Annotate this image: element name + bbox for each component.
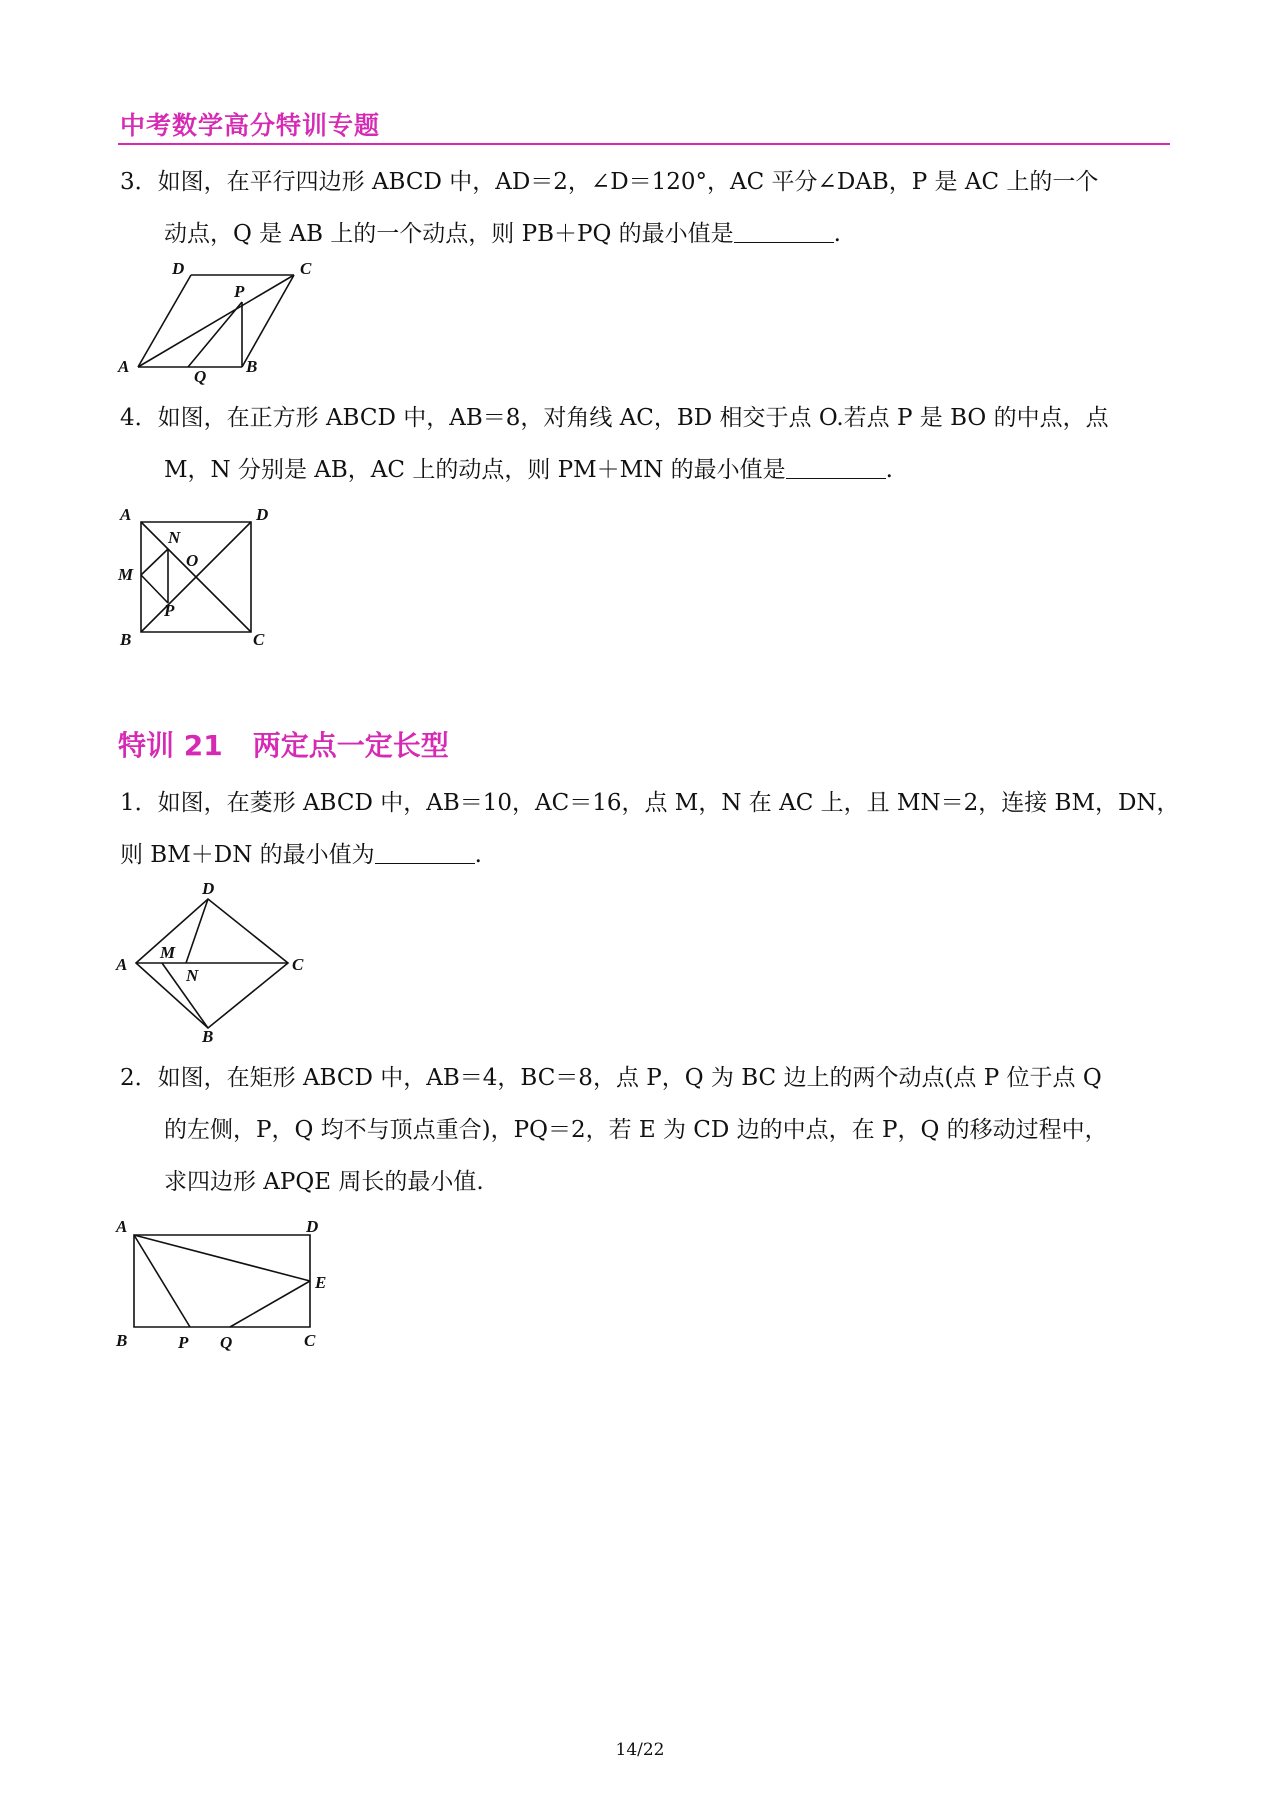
answer-blank	[786, 456, 886, 479]
label-O: O	[186, 551, 199, 570]
label-C: C	[292, 955, 304, 974]
problem-4-line-2: M，N 分别是 AB，AC 上的动点，则 PM＋MN 的最小值是 .	[164, 457, 893, 483]
page-header-title: 中考数学高分特训专题	[120, 111, 381, 140]
label-M: M	[118, 565, 134, 584]
label-N: N	[186, 966, 199, 985]
label-C: C	[253, 630, 265, 649]
page-number: 14/22	[615, 1740, 665, 1760]
section-problem-1-line-2: 则 BM＋DN 的最小值为 .	[120, 842, 482, 868]
label-M: M	[160, 943, 176, 962]
label-B: B	[120, 630, 132, 649]
problem-3	[120, 156, 1180, 260]
label-D: D	[306, 1217, 319, 1236]
problem-4	[120, 392, 1180, 496]
problem-4-line-1: 4．如图，在正方形 ABCD 中，AB＝8，对角线 AC，BD 相交于点 O.若点 P 是 BO 的中点，点	[120, 405, 1109, 431]
section-problem-1-line-1: 1．如图，在菱形 ABCD 中，AB＝10，AC＝16，点 M，N 在 AC 上，且 MN＝2，连接 BM，DN，	[120, 790, 1180, 816]
section-problem-2-line-3: 求四边形 APQE 周长的最小值.	[164, 1169, 484, 1195]
answer-blank	[734, 220, 834, 243]
section-problem-1	[120, 777, 1180, 881]
answer-blank	[375, 841, 475, 864]
label-D: D	[256, 505, 269, 524]
label-D: D	[172, 259, 185, 278]
section-label: 特训 21	[118, 729, 223, 762]
section-heading	[118, 724, 449, 764]
figure-rhombus	[116, 879, 316, 1046]
problem-3-line-2: 动点，Q 是 AB 上的一个动点，则 PB＋PQ 的最小值是 .	[164, 221, 841, 247]
problem-3-line-1: 3．如图，在平行四边形 ABCD 中，AD＝2，∠D＝120°，AC 平分∠DAB，P 是 AC 上的一个	[120, 169, 1099, 195]
section-problem-2-line-1: 2．如图，在矩形 ABCD 中，AB＝4，BC＝8，点 P，Q 为 BC 边上的两个动点(点 P 位于点 Q	[120, 1065, 1102, 1091]
figure-square	[118, 505, 278, 649]
label-A: A	[116, 955, 128, 974]
label-E: E	[315, 1273, 327, 1292]
label-A: A	[116, 1217, 128, 1236]
label-D: D	[202, 879, 215, 898]
label-P: P	[178, 1333, 189, 1352]
header-rule	[118, 143, 1170, 145]
section-title: 两定点一定长型	[252, 729, 449, 762]
label-C: C	[304, 1331, 316, 1350]
section-problem-2	[120, 1052, 1180, 1208]
label-P: P	[164, 601, 175, 620]
label-N: N	[168, 528, 181, 547]
label-A: A	[118, 357, 130, 376]
label-Q: Q	[220, 1333, 233, 1352]
section-problem-2-line-2: 的左侧，P，Q 均不与顶点重合)，PQ＝2，若 E 为 CD 边的中点，在 P，Q 的移动过程中，	[164, 1117, 1108, 1143]
label-Q: Q	[194, 367, 207, 386]
label-B: B	[202, 1027, 214, 1046]
figure-parallelogram	[118, 259, 328, 386]
label-B: B	[246, 357, 258, 376]
label-A: A	[120, 505, 132, 524]
figure-rectangle	[116, 1218, 346, 1358]
label-B: B	[116, 1331, 128, 1350]
label-C: C	[300, 259, 312, 278]
label-P: P	[234, 282, 245, 301]
